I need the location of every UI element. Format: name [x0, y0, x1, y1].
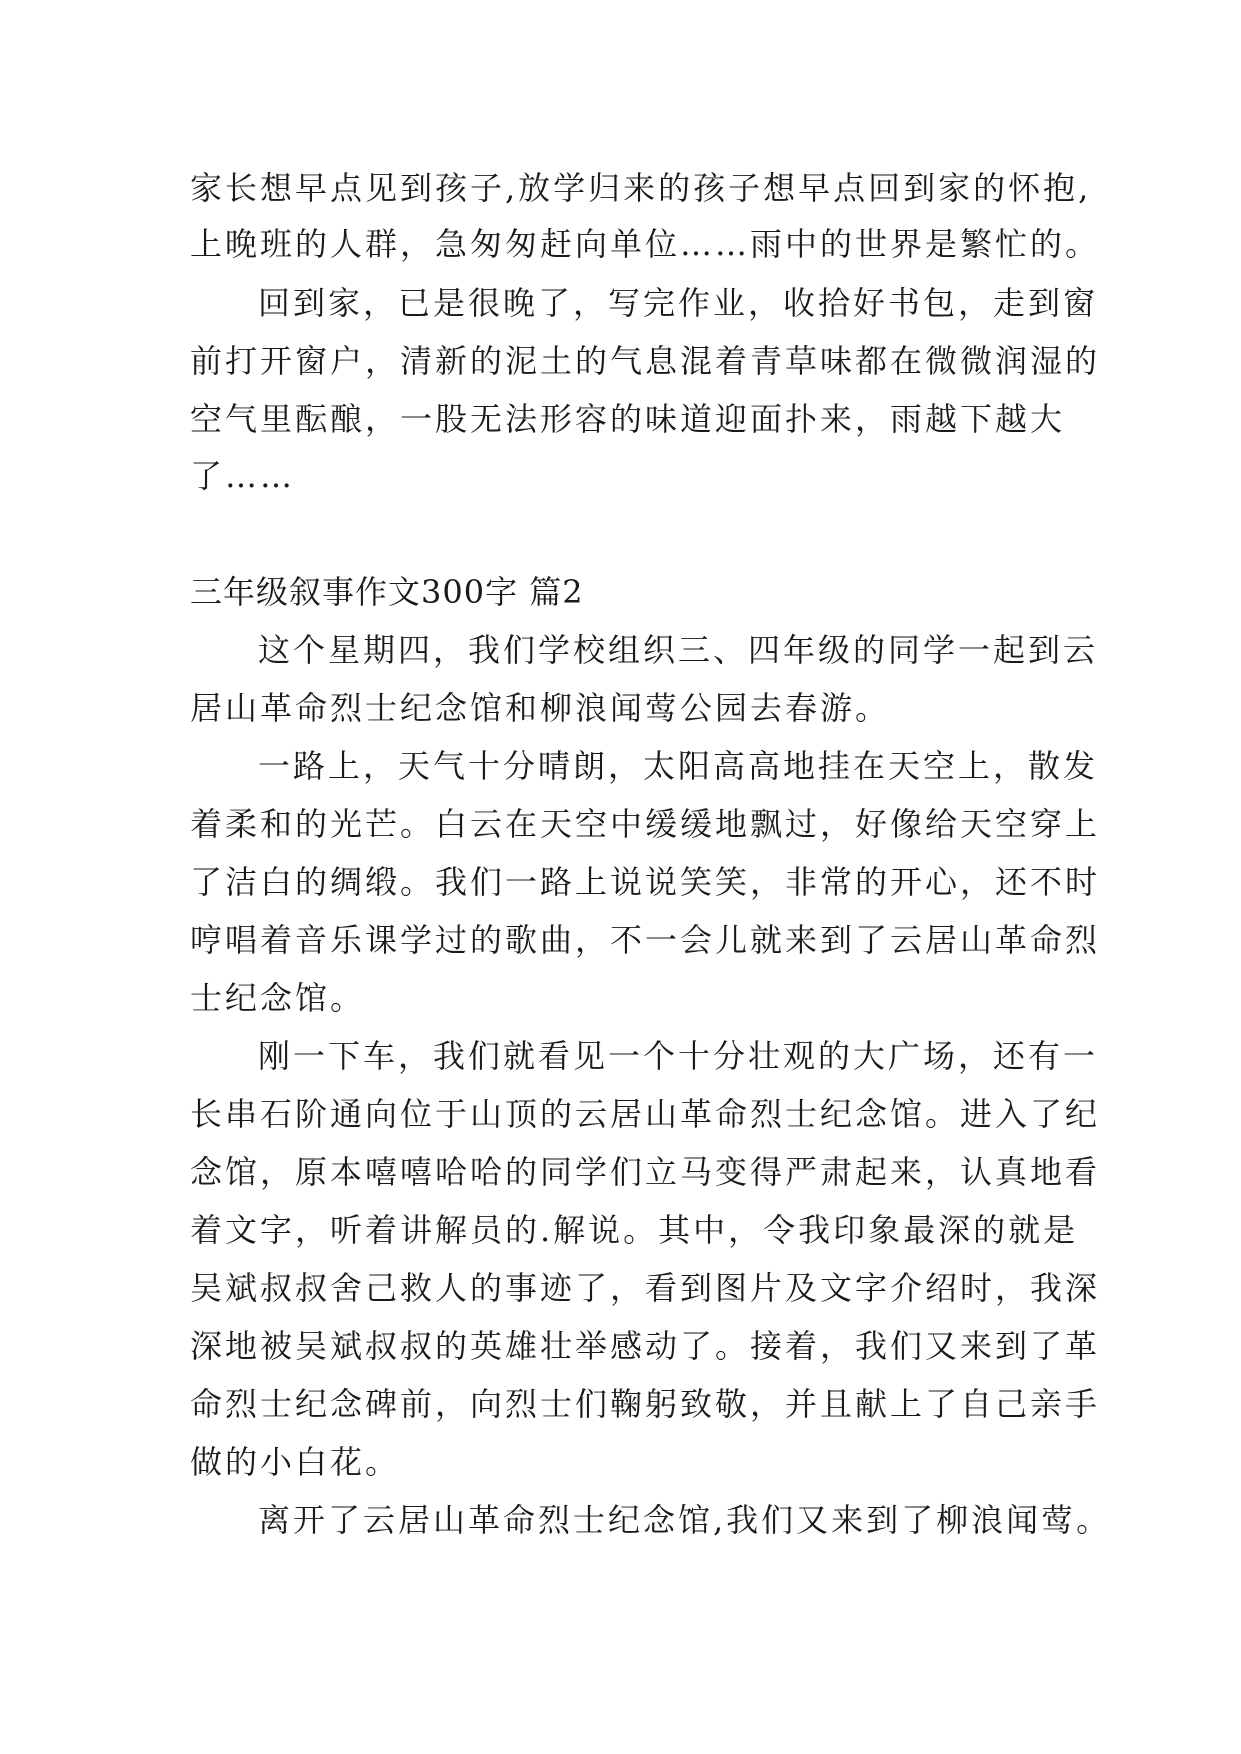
paragraph-first-line: 刚一下车，我们就看见一个十分壮观的大广场，还有一 [258, 1037, 1099, 1075]
text-line: 士纪念馆。 [190, 979, 366, 1017]
text-line: 空气里酝酿，一股无法形容的味道迎面扑来，雨越下越大 [190, 400, 1066, 438]
text-line: 做的小白花。 [190, 1443, 401, 1481]
paragraph-first-line: 回到家，已是很晚了，写完作业，收拾好书包，走到窗 [258, 284, 1099, 322]
text-line: 上晚班的人群，急匆匆赶向单位……雨中的世界是繁忙的。 [190, 225, 1101, 263]
text-line: 念馆，原本嘻嘻哈哈的同学们立马变得严肃起来，认真地看 [190, 1153, 1101, 1191]
text-line: 命烈士纪念碑前，向烈士们鞠躬致敬，并且献上了自己亲手 [190, 1385, 1101, 1423]
paragraph-first-line: 离开了云居山革命烈士纪念馆,我们又来到了柳浪闻莺。 [258, 1501, 1112, 1539]
paragraph-first-line: 这个星期四，我们学校组织三、四年级的同学一起到云 [258, 631, 1099, 669]
text-line: 居山革命烈士纪念馆和柳浪闻莺公园去春游。 [190, 689, 891, 727]
text-line: 长串石阶通向位于山顶的云居山革命烈士纪念馆。进入了纪 [190, 1095, 1101, 1133]
text-line: 前打开窗户，清新的泥土的气息混着青草味都在微微润湿的 [190, 342, 1101, 380]
text-line: 着柔和的光芒。白云在天空中缓缓地飘过，好像给天空穿上 [190, 805, 1101, 843]
text-line: 深地被吴斌叔叔的英雄壮举感动了。接着，我们又来到了革 [190, 1327, 1101, 1365]
section-heading: 三年级叙事作文300字 篇2 [190, 573, 584, 611]
text-line: 吴斌叔叔舍己救人的事迹了，看到图片及文字介绍时，我深 [190, 1269, 1101, 1307]
text-line: 了洁白的绸缎。我们一路上说说笑笑，非常的开心，还不时 [190, 863, 1101, 901]
paragraph-first-line: 一路上，天气十分晴朗，太阳高高地挂在天空上，散发 [258, 747, 1099, 785]
text-line: 哼唱着音乐课学过的歌曲，不一会儿就来到了云居山革命烈 [190, 921, 1101, 959]
text-line: 家长想早点见到孩子,放学归来的孩子想早点回到家的怀抱, [190, 169, 1092, 207]
text-line: 着文字，听着讲解员的.解说。其中，令我印象最深的就是 [190, 1211, 1079, 1249]
text-line: 了…… [190, 457, 296, 495]
